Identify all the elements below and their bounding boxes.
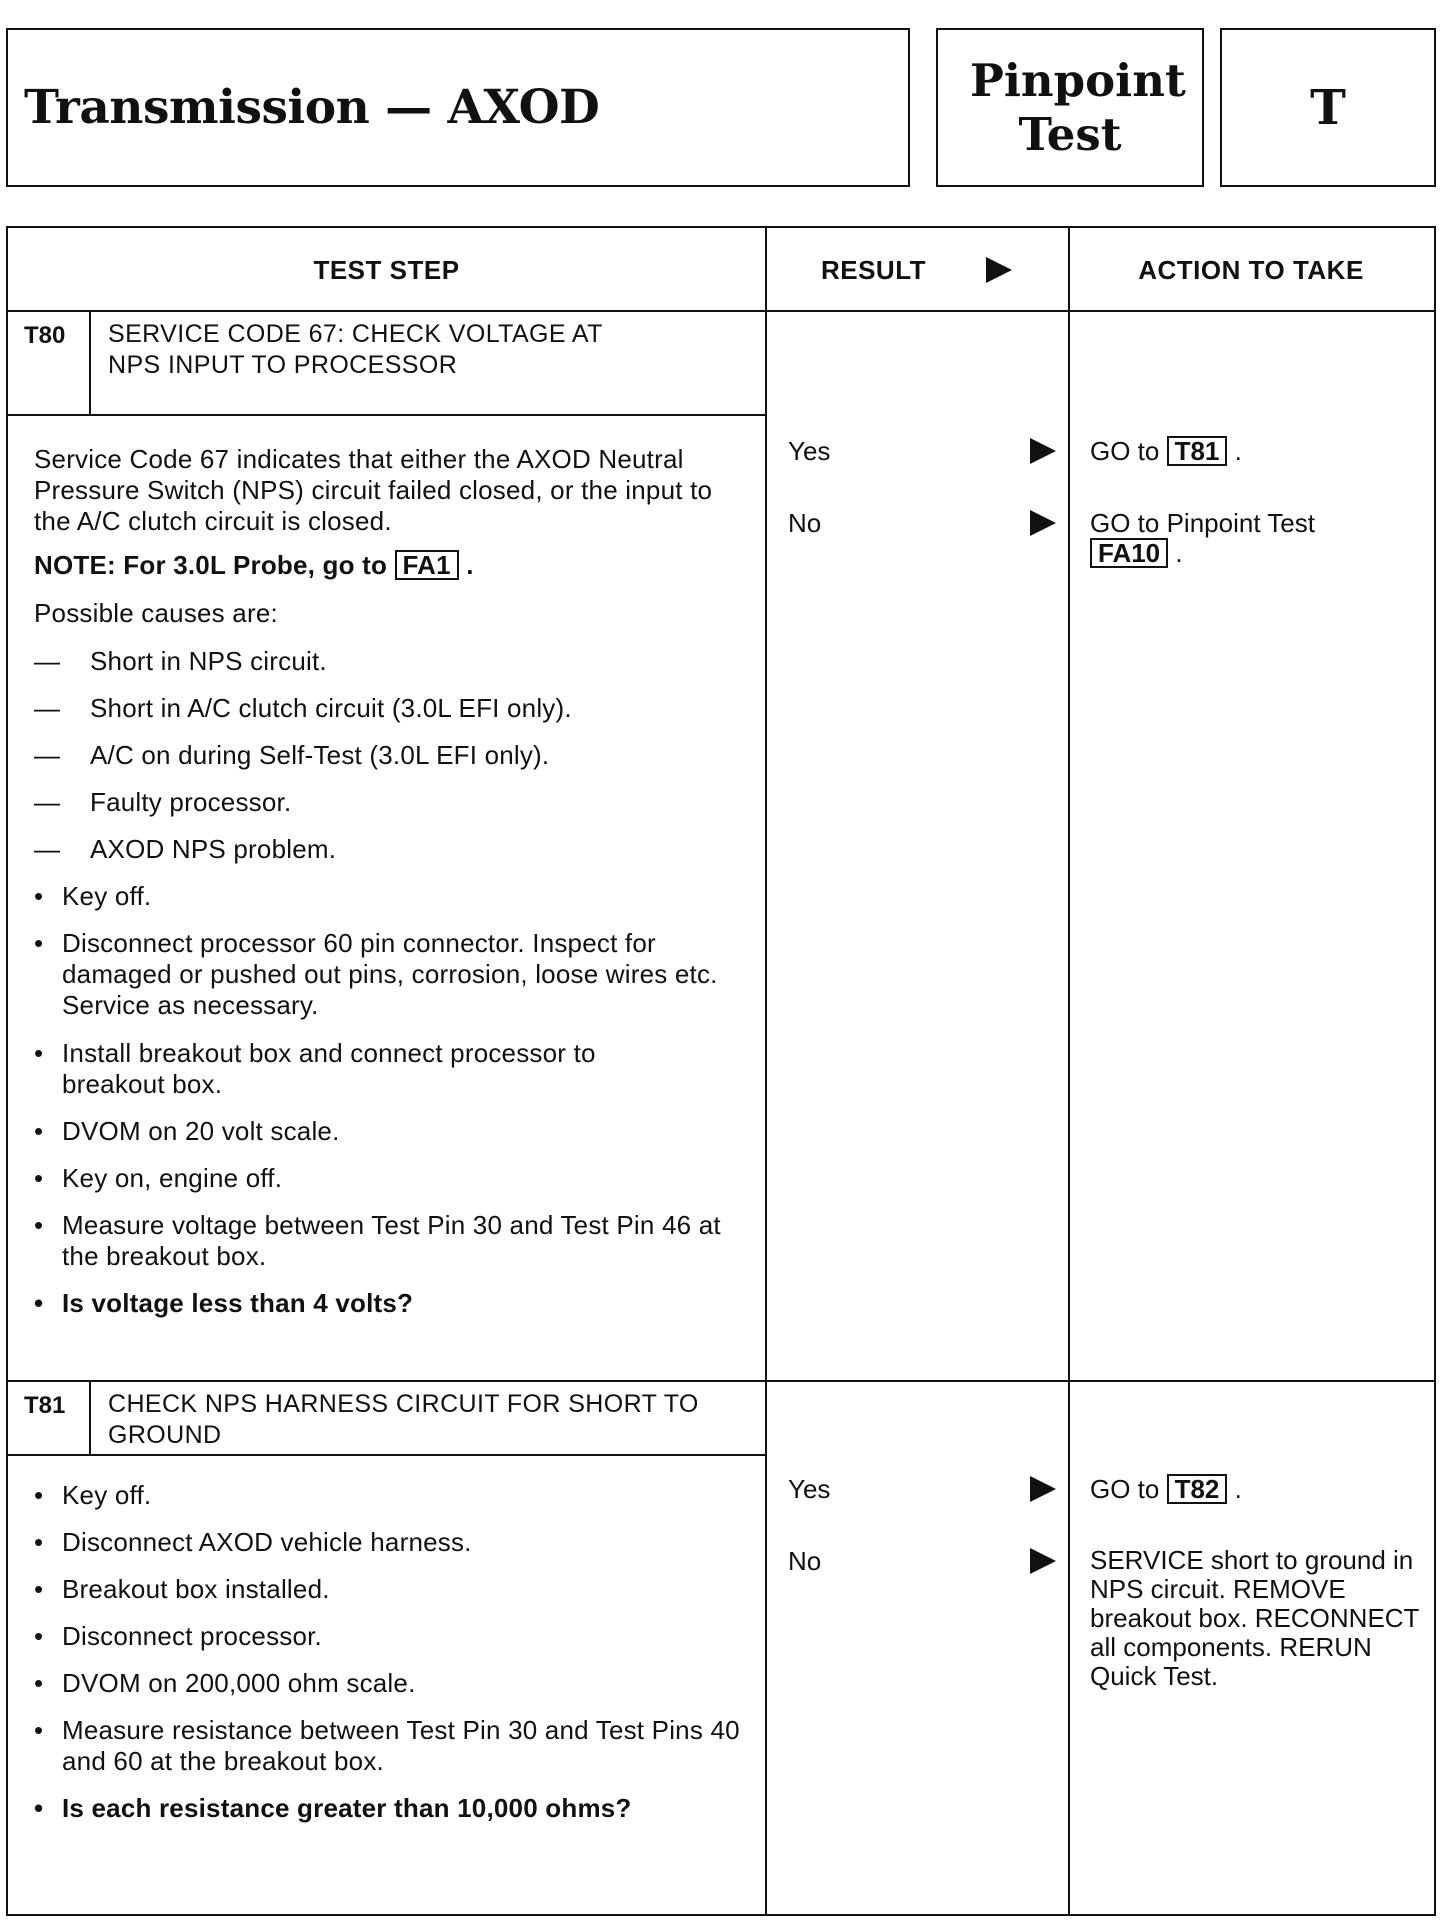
t80-cause: A/C on during Self-Test (3.0L EFI only). xyxy=(90,740,550,770)
t81-step: Measure resistance between Test Pin 30 and Test Pins 40 and 60 at the breakout box. xyxy=(62,1715,740,1776)
bullet-icon: • xyxy=(34,928,44,958)
t80-cause: Short in NPS circuit. xyxy=(90,646,327,676)
step-id: T80 xyxy=(8,312,91,414)
column-header-test-step: TEST STEP xyxy=(313,254,460,285)
dash-icon: — xyxy=(34,693,60,723)
bullet-icon: • xyxy=(34,1116,44,1146)
bullet-icon: • xyxy=(34,1527,44,1557)
t81-yes-label: Yes xyxy=(788,1474,831,1504)
bullet-icon: • xyxy=(34,1038,44,1068)
step-id: T81 xyxy=(8,1382,91,1454)
bullet-icon: • xyxy=(34,881,44,911)
t81-no-label: No xyxy=(788,1546,822,1576)
t80-yes-action-ref: T81 xyxy=(1167,436,1228,466)
dash-icon: — xyxy=(34,740,60,770)
t80-step: Key on, engine off. xyxy=(62,1163,283,1193)
t81-step: Key off. xyxy=(62,1480,152,1510)
t81-step: DVOM on 200,000 ohm scale. xyxy=(62,1668,416,1698)
bullet-icon: • xyxy=(34,1288,44,1318)
bullet-icon: • xyxy=(34,1163,44,1193)
t81-yes-action-ref: T82 xyxy=(1167,1474,1228,1504)
dash-icon: — xyxy=(34,787,60,817)
t81-no-action: SERVICE short to ground in NPS circuit. REMOVE breakout box. RECONNECT all components. RERUN Quick Test. xyxy=(1090,1545,1419,1691)
t80-cause: Short in A/C clutch circuit (3.0L EFI only). xyxy=(90,693,572,723)
arrow-right-icon xyxy=(1030,1548,1056,1574)
t80-yes-action: GO to T81 . xyxy=(1090,436,1242,466)
bullet-icon: • xyxy=(34,1210,44,1240)
column-header-action: ACTION TO TAKE xyxy=(1138,254,1364,285)
dash-icon: — xyxy=(34,646,60,676)
step-title: CHECK NPS HARNESS CIRCUIT FOR SHORT TO GROUND xyxy=(108,1390,699,1449)
step-title: SERVICE CODE 67: CHECK VOLTAGE AT NPS INPUT TO PROCESSOR xyxy=(108,320,603,379)
page-title: Transmission — AXOD xyxy=(24,80,600,135)
t81-yes-action-text: GO to xyxy=(1090,1474,1160,1504)
t80-step: Disconnect processor 60 pin connector. Inspect for damaged or pushed out pins, corrosion, loose wires etc. Service as necessary. xyxy=(62,928,718,1020)
arrow-right-icon xyxy=(986,257,1012,283)
bullet-icon: • xyxy=(34,1715,44,1745)
header-title-box xyxy=(6,28,910,187)
t80-causes-label: Possible causes are: xyxy=(34,598,278,628)
bullet-icon: • xyxy=(34,1574,44,1604)
bullet-icon: • xyxy=(34,1668,44,1698)
arrow-right-icon xyxy=(1030,510,1056,536)
t80-cause: Faulty processor. xyxy=(90,787,292,817)
t81-question: Is each resistance greater than 10,000 ohms? xyxy=(62,1793,632,1823)
t80-no-label: No xyxy=(788,508,822,538)
bullet-icon: • xyxy=(34,1621,44,1651)
header-code-box xyxy=(1220,28,1436,187)
column-header-result-label: RESULT xyxy=(820,254,927,285)
t80-note: NOTE: For 3.0L Probe, go to FA1 . xyxy=(34,550,474,580)
t81-step: Disconnect processor. xyxy=(62,1621,322,1651)
t80-step: Key off. xyxy=(62,881,152,911)
t81-step: Disconnect AXOD vehicle harness. xyxy=(62,1527,472,1557)
t80-note-text: NOTE: For 3.0L Probe, go to xyxy=(34,550,388,580)
t80-note-ref: FA1 xyxy=(395,550,459,580)
header-pinpoint-box xyxy=(936,28,1204,187)
arrow-right-icon xyxy=(1030,1476,1056,1502)
t80-step: Install breakout box and connect processor to breakout box. xyxy=(62,1038,596,1099)
t80-step: DVOM on 20 volt scale. xyxy=(62,1116,340,1146)
t80-intro: Service Code 67 indicates that either the AXOD Neutral Pressure Switch (NPS) circuit failed closed, or the input to the A/C clutch circuit is closed. xyxy=(34,444,713,536)
arrow-right-icon xyxy=(1030,438,1056,464)
column-divider xyxy=(765,228,767,1914)
t81-yes-action: GO to T82 . xyxy=(1090,1474,1242,1504)
t80-yes-action-text: GO to xyxy=(1090,436,1160,466)
dash-icon: — xyxy=(34,834,60,864)
bullet-icon: • xyxy=(34,1480,44,1510)
t80-cause: AXOD NPS problem. xyxy=(90,834,337,864)
t80-step: Measure voltage between Test Pin 30 and Test Pin 46 at the breakout box. xyxy=(62,1210,721,1271)
bullet-icon: • xyxy=(34,1793,44,1823)
step-header-t80 xyxy=(8,312,765,416)
t80-no-action-text: GO to Pinpoint Test xyxy=(1090,508,1315,538)
t80-yes-label: Yes xyxy=(788,436,831,466)
t80-question: Is voltage less than 4 volts? xyxy=(62,1288,414,1318)
pinpoint-test-label: Pinpoint Test xyxy=(970,53,1186,161)
pinpoint-table xyxy=(6,226,1436,1916)
step-header-t81 xyxy=(8,1382,765,1456)
t81-step: Breakout box installed. xyxy=(62,1574,330,1604)
t80-no-action: GO to Pinpoint Test FA10 . xyxy=(1090,508,1315,568)
t80-no-action-ref: FA10 xyxy=(1090,538,1168,568)
column-divider xyxy=(1068,228,1070,1914)
test-code-letter: T xyxy=(1310,79,1346,136)
column-header-result xyxy=(765,228,1068,312)
